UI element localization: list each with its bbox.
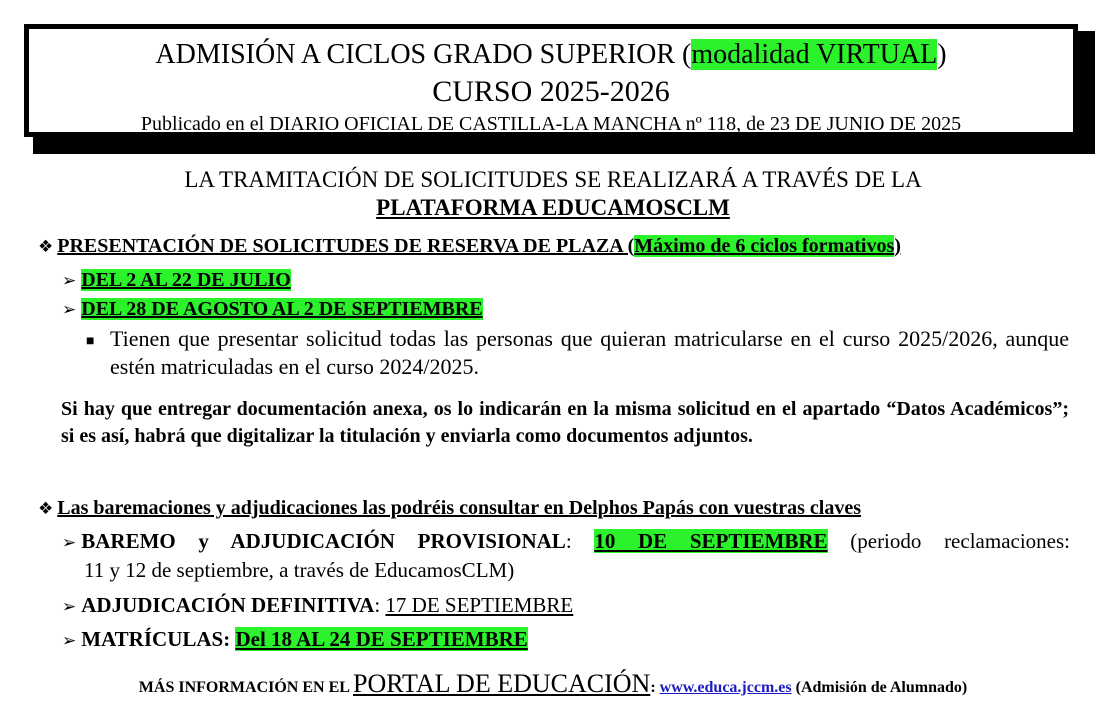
section-heading-text: PRESENTACIÓN DE SOLICITUDES DE RESERVA DE PLAZA ( — [57, 235, 635, 257]
footer-colon: : — [650, 679, 660, 696]
date-item-august — [62, 296, 483, 323]
header-box — [24, 24, 1078, 137]
arrow-bullet-icon: ➢ — [62, 271, 77, 291]
title-highlight: modalidad VIRTUAL — [691, 39, 938, 70]
course-year: CURSO 2025-2026 — [432, 75, 670, 108]
portal-title: PORTAL DE EDUCACIÓN — [353, 669, 651, 698]
section-heading-text: Las baremaciones y adjudicaciones las podréis consultar en Delphos Papás con vuestras claves — [57, 497, 861, 519]
enrollment-date: Del 18 AL 24 DE SEPTIEMBRE — [235, 627, 528, 651]
footer-suffix: (Admisión de Alumnado) — [791, 679, 968, 696]
platform-name-text: PLATAFORMA EDUCAMOSCLM — [376, 195, 730, 220]
final-adjudication-date: 17 DE SEPTIEMBRE — [385, 593, 574, 617]
baremo-date: 10 DE SEPTIEMBRE — [594, 529, 828, 553]
arrow-bullet-icon: ➢ — [62, 597, 77, 617]
enrollment-item — [62, 625, 528, 655]
baremo-item: ➢ BAREMO y ADJUDICACIÓN PROVISIONAL: 10 DE SEPTIEMBRE (periodo reclamaciones: 11 y 12 de septiembre, a través de EducamosCLM) — [62, 529, 1070, 582]
baremo-label: BAREMO y ADJUDICACIÓN PROVISIONAL — [81, 529, 566, 553]
section-results-heading — [38, 494, 861, 523]
final-adjudication-item: ➢ ADJUDICACIÓN DEFINITIVA: 17 DE SEPTIEMBRE — [62, 593, 574, 617]
list-item — [86, 325, 1069, 381]
section-heading-close: ) — [894, 235, 901, 257]
final-adjudication-label: ADJUDICACIÓN DEFINITIVA — [81, 593, 375, 617]
education-portal-link[interactable]: www.educa.jccm.es — [659, 679, 792, 696]
footer-info — [0, 669, 1106, 703]
arrow-bullet-icon: ➢ — [62, 300, 77, 320]
diamond-bullet-icon: ❖ — [38, 499, 54, 519]
page-title — [29, 38, 1073, 72]
intro-line: LA TRAMITACIÓN DE SOLICITUDES SE REALIZARÁ A TRAVÉS DE LA — [184, 167, 922, 192]
enrollment-label: MATRÍCULAS: — [81, 627, 231, 651]
date-item-july — [62, 267, 291, 294]
title-close: ) — [937, 39, 947, 70]
list-item-text: Tienen que presentar solicitud todas las personas que quieran matricularse en el curso 2025/2026, aunque estén matriculadas en el curso 2024/2025. — [110, 326, 1069, 379]
title-text: ADMISIÓN A CICLOS GRADO SUPERIOR ( — [155, 39, 692, 70]
arrow-bullet-icon: ➢ — [62, 631, 77, 651]
footer-text: MÁS INFORMACIÓN EN EL — [138, 679, 354, 696]
documentation-note: Si hay que entregar documentación anexa, os lo indicarán en la misma solicitud en el apartado “Datos Académicos”; si es así, habrá que digitalizar la titulación y enviarla como documentos adjuntos. — [61, 398, 1069, 447]
baremo-note-continued: 11 y 12 de septiembre, a través de EducamosCLM) — [84, 558, 515, 582]
publication-note: Publicado en el DIARIO OFICIAL DE CASTILLA-LA MANCHA nº 118, de 23 DE JUNIO DE 2025 — [140, 113, 962, 135]
date-range-text: DEL 2 AL 22 DE JULIO — [81, 269, 291, 291]
section-reservation-heading — [38, 232, 901, 261]
date-range-text: DEL 28 DE AGOSTO AL 2 DE SEPTIEMBRE — [81, 298, 483, 320]
arrow-bullet-icon: ➢ — [62, 533, 77, 553]
baremo-note: (periodo reclamaciones: — [850, 529, 1070, 553]
max-cycles-highlight: Máximo de 6 ciclos formativos — [634, 235, 895, 257]
square-bullet-icon: ■ — [86, 334, 95, 349]
platform-name — [0, 194, 1106, 222]
diamond-bullet-icon: ❖ — [38, 237, 54, 257]
